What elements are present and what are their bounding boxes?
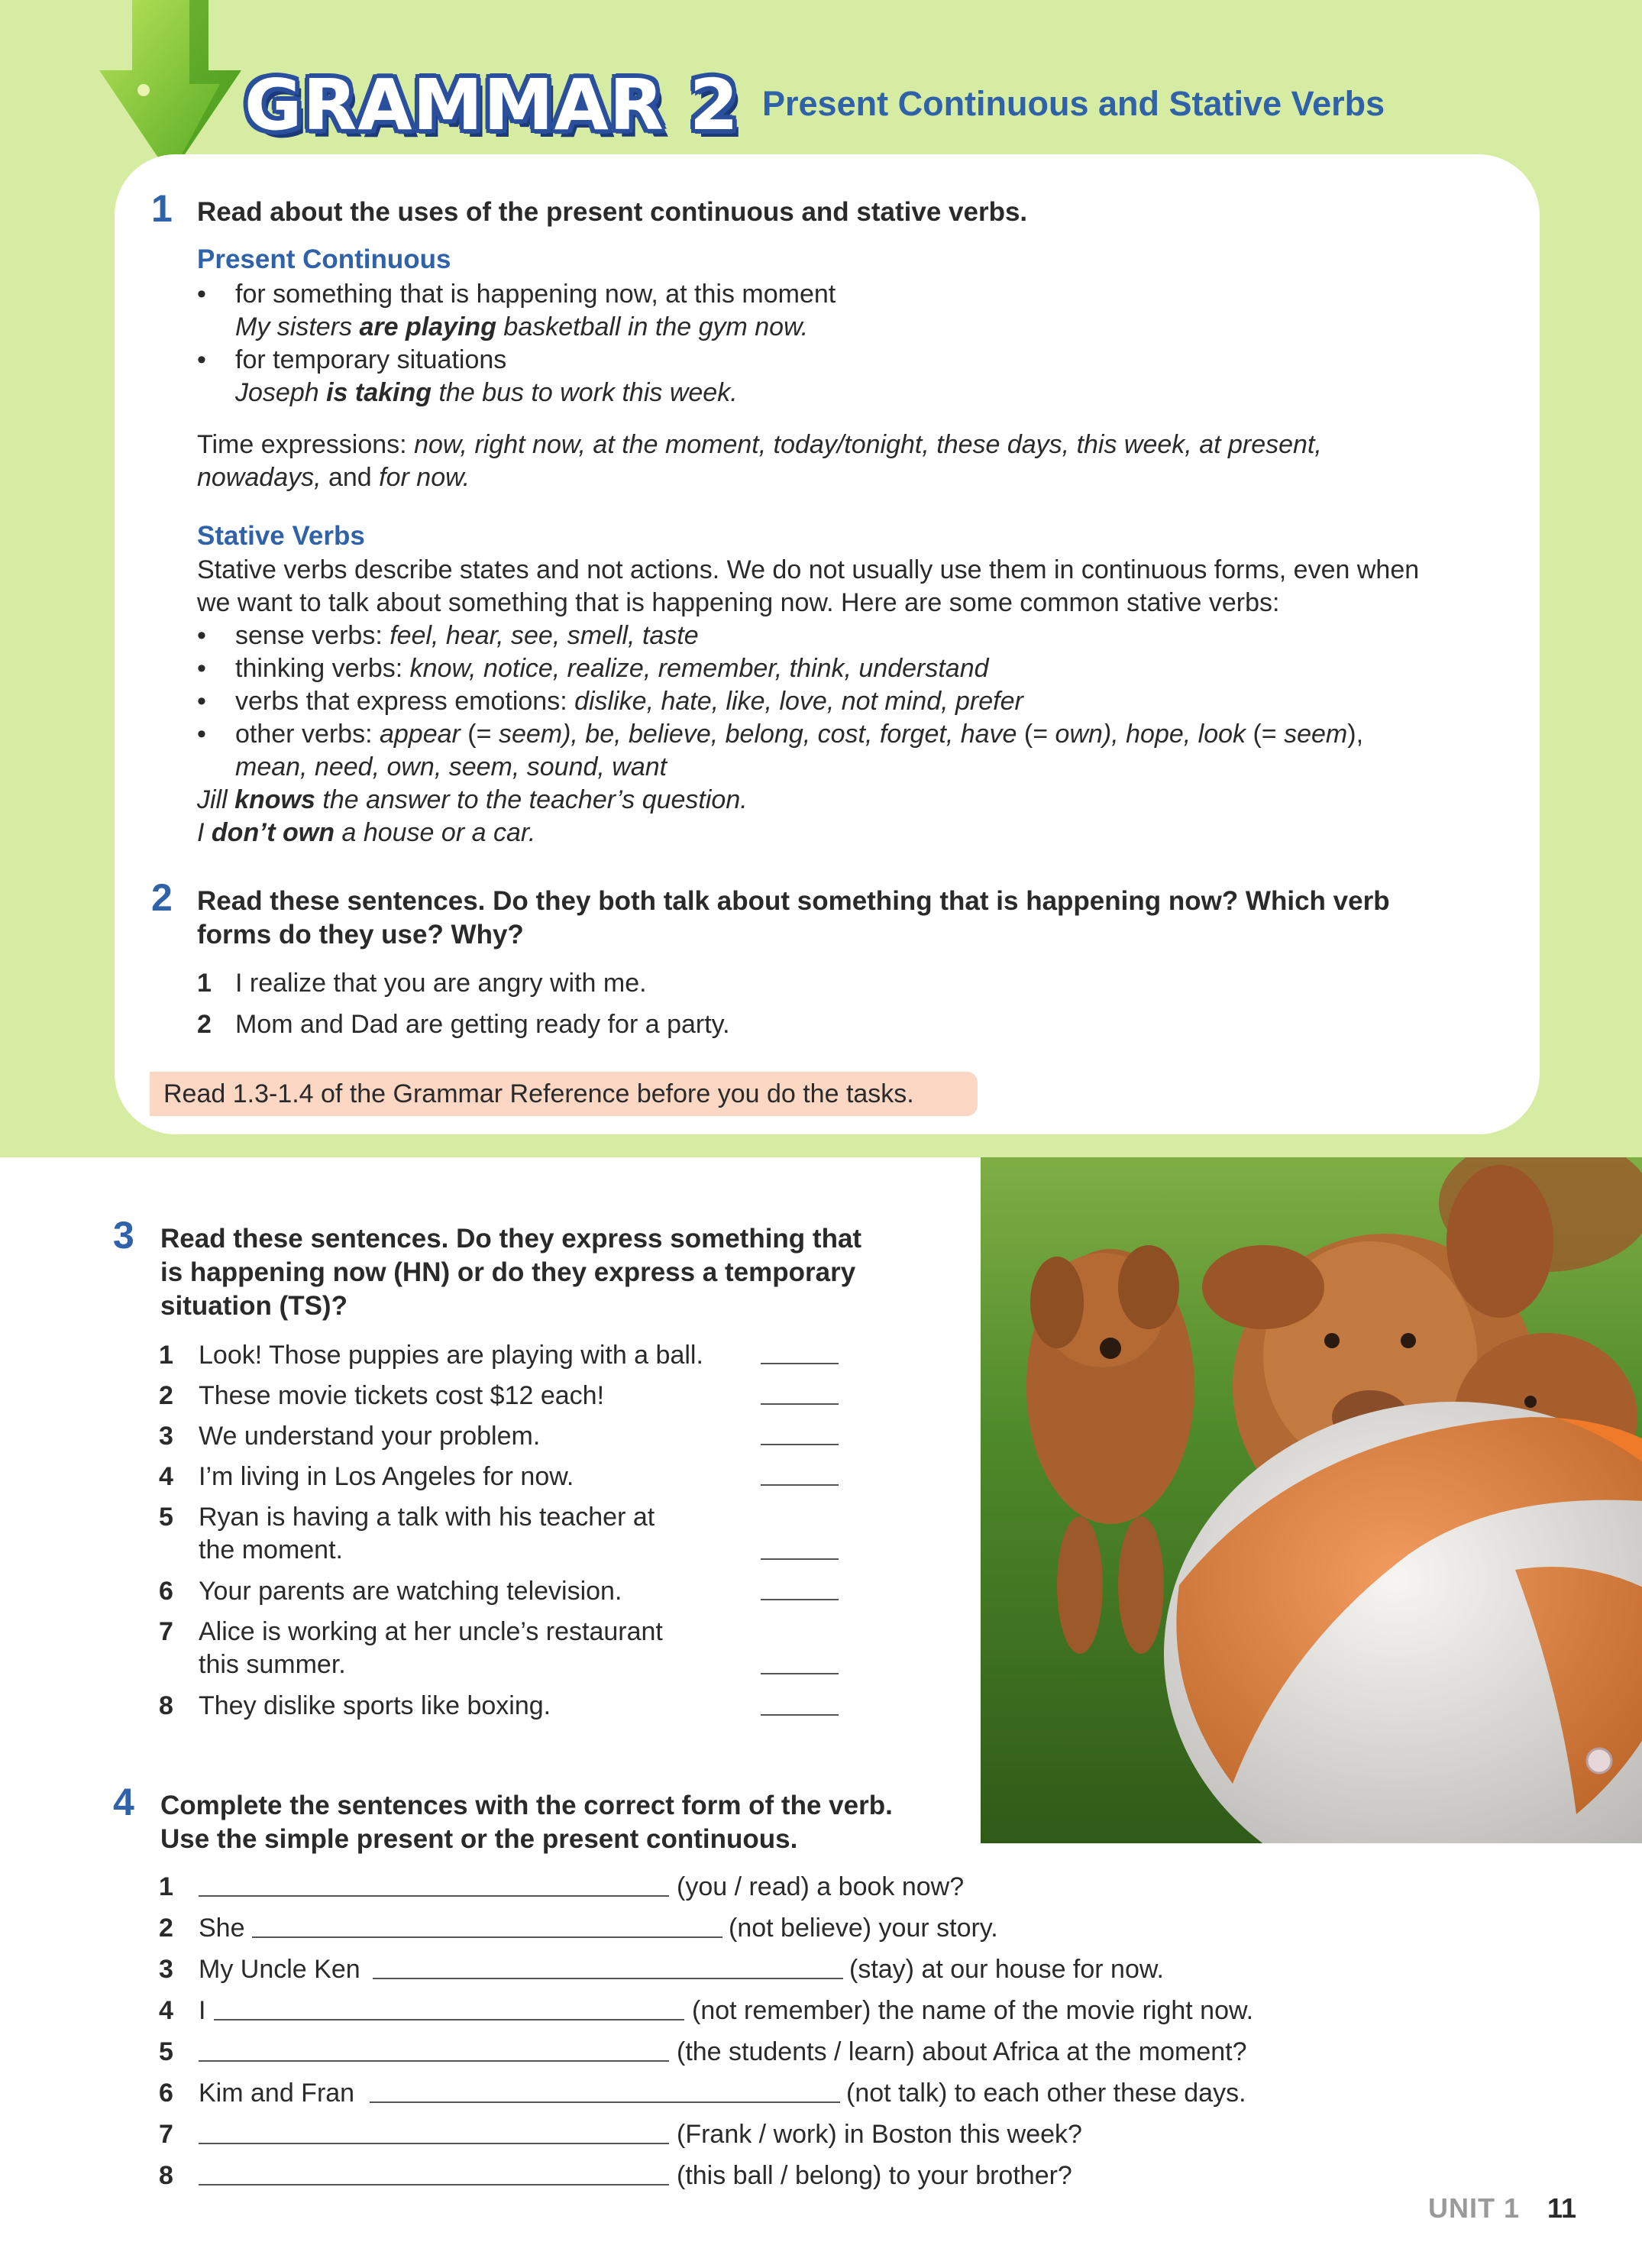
- ex3-item-text: Alice is working at her uncle’s restaurant: [199, 1617, 663, 1646]
- pc-example-2: Joseph is taking the bus to work this week.: [235, 378, 738, 407]
- ex4-item-prefix: I: [199, 1996, 206, 2025]
- pc-example-1: My sisters are playing basketball in the gym now.: [235, 312, 809, 341]
- time-expressions-cont: nowadays, and for now.: [197, 463, 470, 492]
- ex3-answer-blank[interactable]: [761, 1363, 839, 1364]
- ex3-item-number: 1: [159, 1341, 173, 1370]
- exercise-3-instruction-2: is happening now (HN) or do they express a temporary: [160, 1257, 856, 1287]
- ex2-item-number: 1: [197, 969, 212, 998]
- exercise-3-instruction-3: situation (TS)?: [160, 1291, 347, 1321]
- ex3-answer-blank[interactable]: [761, 1714, 839, 1716]
- exercise-2-number: 2: [151, 876, 173, 919]
- ex4-item-prompt: (the students / learn) about Africa at the moment?: [677, 2037, 1247, 2066]
- puppies-with-ball-photo: [981, 1157, 1642, 1843]
- ex2-item-text: I realize that you are angry with me.: [235, 969, 647, 998]
- exercise-3-instruction-1: Read these sentences. Do they express something that: [160, 1224, 862, 1254]
- ex4-answer-blank[interactable]: [199, 2060, 669, 2062]
- ex3-item-text: Your parents are watching television.: [199, 1577, 622, 1606]
- ex3-item-text-cont: the moment.: [199, 1535, 343, 1564]
- ex3-item-number: 3: [159, 1422, 173, 1451]
- ex3-answer-blank[interactable]: [761, 1444, 839, 1445]
- section-subtitle: Present Continuous and Stative Verbs: [762, 84, 1385, 123]
- sv-example-1: Jill knows the answer to the teacher’s question.: [197, 785, 748, 814]
- exercise-4-instruction-1: Complete the sentences with the correct form of the verb.: [160, 1791, 893, 1820]
- ex3-item-number: 5: [159, 1503, 173, 1532]
- ex4-answer-blank[interactable]: [370, 2101, 840, 2103]
- ex2-item-text: Mom and Dad are getting ready for a party.: [235, 1010, 730, 1039]
- exercise-2-instruction-2: forms do they use? Why?: [197, 920, 524, 950]
- grammar-reference-note: Read 1.3-1.4 of the Grammar Reference before you do the tasks.: [150, 1072, 978, 1116]
- ex4-item-number: 7: [159, 2120, 173, 2149]
- ex3-item-number: 7: [159, 1617, 173, 1646]
- ex4-item-number: 2: [159, 1914, 173, 1943]
- ex4-item-number: 8: [159, 2161, 173, 2190]
- ex3-item-text: Look! Those puppies are playing with a ball.: [199, 1341, 703, 1370]
- ex4-answer-blank[interactable]: [373, 1978, 843, 1979]
- sv-bullet-other: • other verbs: appear (= seem), be, believe, belong, cost, forget, have (= own), hope, look (= seem),: [235, 720, 1363, 749]
- exercise-2-instruction-1: Read these sentences. Do they both talk about something that is happening now? Which verb: [197, 886, 1390, 916]
- ex3-answer-blank[interactable]: [761, 1673, 839, 1674]
- ex4-item-prefix: She: [199, 1914, 245, 1943]
- page-number: 11: [1547, 2192, 1577, 2224]
- unit-label: UNIT 1: [1428, 2192, 1521, 2224]
- sv-bullet-sense: • sense verbs: feel, hear, see, smell, taste: [235, 621, 699, 651]
- exercise-1-instruction: Read about the uses of the present continuous and stative verbs.: [197, 197, 1028, 227]
- ex3-answer-blank[interactable]: [761, 1599, 839, 1600]
- ex4-item-number: 6: [159, 2079, 173, 2108]
- ex3-item-number: 2: [159, 1381, 173, 1410]
- ex3-item-text: Ryan is having a talk with his teacher at: [199, 1503, 655, 1532]
- ex3-answer-blank[interactable]: [761, 1558, 839, 1560]
- time-expressions: Time expressions: now, right now, at the moment, today/tonight, these days, this week, at present,: [197, 430, 1322, 459]
- ex4-answer-blank[interactable]: [214, 2019, 684, 2020]
- exercise-4-instruction-2: Use the simple present or the present continuous.: [160, 1824, 798, 1854]
- ex4-item-number: 4: [159, 1996, 173, 2025]
- section-title: GRAMMAR 2: [244, 64, 739, 146]
- sv-bullet-thinking: • thinking verbs: know, notice, realize, remember, think, understand: [235, 654, 989, 684]
- stative-intro-line-2: we want to talk about something that is happening now. Here are some common stative verbs:: [197, 588, 1280, 617]
- ex4-item-number: 3: [159, 1955, 173, 1984]
- ex3-item-number: 6: [159, 1577, 173, 1606]
- ex3-answer-blank[interactable]: [761, 1484, 839, 1486]
- ex3-item-text-cont: this summer.: [199, 1650, 346, 1679]
- ex4-item-prefix: My Uncle Ken: [199, 1955, 360, 1984]
- pc-bullet-1: • for something that is happening now, at this moment: [235, 280, 836, 309]
- ex4-item-prompt: (stay) at our house for now.: [849, 1955, 1164, 1984]
- ex3-answer-blank[interactable]: [761, 1403, 839, 1405]
- ex4-answer-blank[interactable]: [199, 2184, 669, 2185]
- pc-bullet-2: • for temporary situations: [235, 345, 506, 375]
- ex4-answer-blank[interactable]: [199, 2143, 669, 2144]
- ex4-item-prompt: (not remember) the name of the movie right now.: [692, 1996, 1254, 2025]
- stative-verbs-heading: Stative Verbs: [197, 521, 365, 551]
- ex4-item-prompt: (this ball / belong) to your brother?: [677, 2161, 1072, 2190]
- arrow-down-icon: [98, 0, 243, 177]
- ex3-item-text: I’m living in Los Angeles for now.: [199, 1462, 574, 1491]
- ex3-item-text: These movie tickets cost $12 each!: [199, 1381, 605, 1410]
- ex2-item-number: 2: [197, 1010, 212, 1039]
- ex4-item-prompt: (Frank / work) in Boston this week?: [677, 2120, 1082, 2149]
- ex4-item-number: 5: [159, 2037, 173, 2066]
- exercise-3-number: 3: [113, 1214, 134, 1257]
- ex4-answer-blank[interactable]: [199, 1895, 669, 1897]
- ex3-item-text: We understand your problem.: [199, 1422, 541, 1451]
- sv-bullet-emotions: • verbs that express emotions: dislike, hate, like, love, not mind, prefer: [235, 687, 1023, 717]
- ex3-item-number: 4: [159, 1462, 173, 1491]
- stative-intro-line-1: Stative verbs describe states and not actions. We do not usually use them in continuous forms, even when: [197, 555, 1420, 584]
- ex3-item-text: They dislike sports like boxing.: [199, 1691, 551, 1720]
- sv-example-2: I don’t own a house or a car.: [197, 818, 536, 847]
- ex4-item-prompt: (not believe) your story.: [729, 1914, 998, 1943]
- sv-bullet-other-cont: mean, need, own, seem, sound, want: [235, 752, 667, 781]
- ex4-answer-blank[interactable]: [252, 1936, 722, 1938]
- exercise-1-number: 1: [151, 187, 173, 230]
- ex4-item-number: 1: [159, 1872, 173, 1901]
- ex4-item-prefix: Kim and Fran: [199, 2079, 355, 2108]
- exercise-4-number: 4: [113, 1781, 134, 1823]
- present-continuous-heading: Present Continuous: [197, 244, 451, 274]
- ex3-item-number: 8: [159, 1691, 173, 1720]
- ex4-item-prompt: (not talk) to each other these days.: [846, 2079, 1246, 2108]
- ex4-item-prompt: (you / read) a book now?: [677, 1872, 965, 1901]
